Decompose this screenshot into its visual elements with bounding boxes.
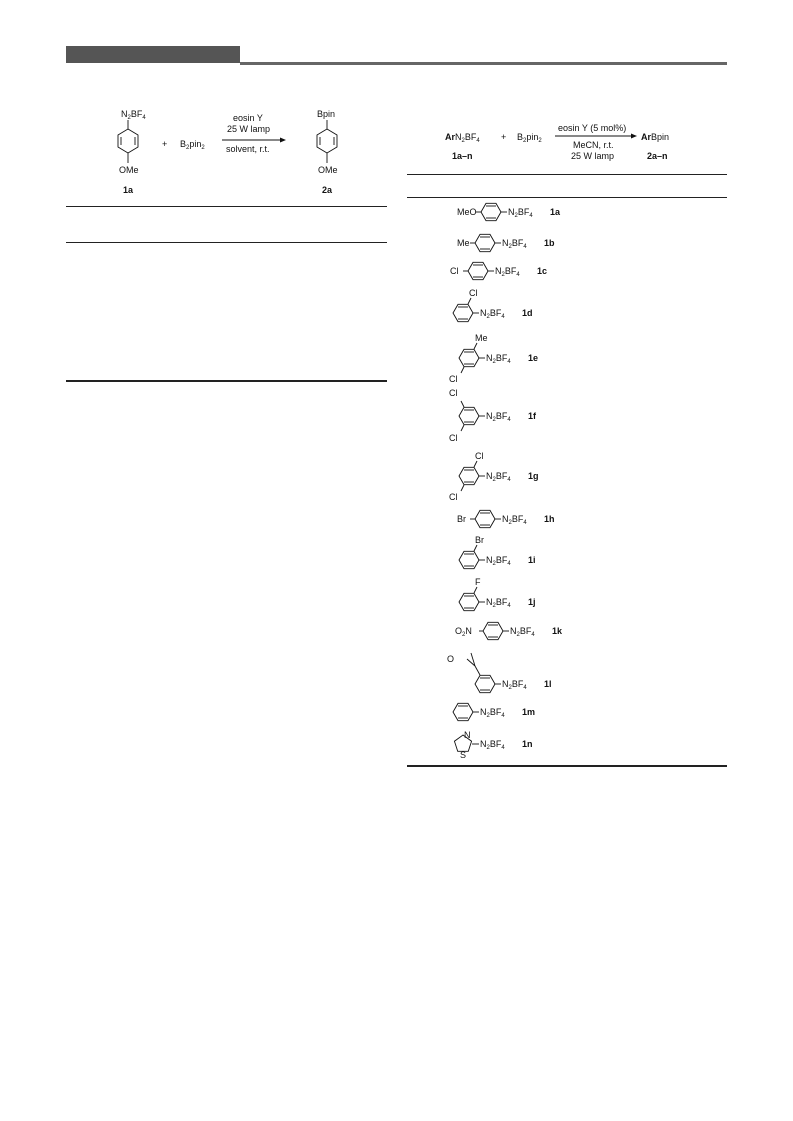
substrate-table <box>407 198 727 765</box>
n2bf4-1e: $N_2BF_4$ <box>486 353 511 365</box>
sub-1f-a: Cl <box>449 388 458 398</box>
table2-rule-top <box>407 174 727 175</box>
n2bf4-1c: $N_2BF_4$ <box>495 266 520 278</box>
header-rule <box>240 62 727 65</box>
n2bf4-1j: $N_2BF_4$ <box>486 597 511 609</box>
sub-1n-S: S <box>460 750 467 760</box>
substrate-row-1h <box>457 510 555 527</box>
label-1h: 1h <box>544 514 555 524</box>
s2-label-left: 1a–n <box>452 151 473 161</box>
s2-label-right: 2a–n <box>647 151 668 161</box>
substrate-row-1e <box>449 333 538 384</box>
s1-reactant-bottom: OMe <box>119 165 139 175</box>
s1-cond-bottom: solvent, r.t. <box>226 144 270 154</box>
n2bf4-1f: $N_2BF_4$ <box>486 411 511 423</box>
n2bf4-1i: $N_2BF_4$ <box>486 555 511 567</box>
n2bf4-1k: $N_2BF_4$ <box>510 626 535 638</box>
label-1f: 1f <box>528 411 537 421</box>
label-1b: 1b <box>544 238 555 248</box>
n2bf4-1d: $N_2BF_4$ <box>480 308 505 320</box>
label-1a: 1a <box>550 207 561 217</box>
s1-product-label: 2a <box>322 185 333 195</box>
sub-1b: Me <box>457 238 470 248</box>
sub-1i: Br <box>475 535 484 545</box>
s1-cond-top1: eosin Y <box>233 113 263 123</box>
substrate-row-1j <box>459 577 536 611</box>
label-1j: 1j <box>528 597 536 607</box>
substrate-row-1n <box>454 730 532 760</box>
n2bf4-1a: $N_2BF_4$ <box>508 207 533 219</box>
sub-1a: MeO <box>457 207 477 217</box>
table1-rule-bottom <box>66 380 387 382</box>
s2-reactant: $ArN_2BF_4$ <box>445 132 480 144</box>
s1-product-top: Bpin <box>317 109 336 119</box>
label-1g: 1g <box>528 471 539 481</box>
substrate-row-1d <box>453 288 533 322</box>
label-1l: 1l <box>544 679 552 689</box>
sub-1f-b: Cl <box>449 433 458 443</box>
sub-1h: Br <box>457 514 466 524</box>
n2bf4-1n: $N_2BF_4$ <box>480 739 505 751</box>
label-1d: 1d <box>522 308 533 318</box>
n2bf4-1g: $N_2BF_4$ <box>486 471 511 483</box>
substrate-row-1g <box>449 451 539 502</box>
label-1k: 1k <box>552 626 563 636</box>
substrate-row-1f <box>449 388 537 443</box>
label-1e: 1e <box>528 353 539 363</box>
substrate-row-1m <box>453 703 535 720</box>
scheme-2 <box>445 118 715 166</box>
substrate-row-1k <box>455 622 563 639</box>
sub-1c: Cl <box>450 266 459 276</box>
n2bf4-1h: $N_2BF_4$ <box>502 514 527 526</box>
s2-plus: + <box>501 132 507 142</box>
sub-1e-a: Me <box>475 333 488 343</box>
header-bar <box>66 46 240 63</box>
s2-cond-bot2: 25 W lamp <box>571 151 615 161</box>
s2-reagent: $B_2pin_2$ <box>517 132 542 144</box>
n2bf4-1b: $N_2BF_4$ <box>502 238 527 250</box>
s1-product-bottom: OMe <box>318 165 338 175</box>
scheme-1 <box>100 105 360 200</box>
s1-plus: + <box>162 139 168 149</box>
s2-product: ArBpin <box>641 132 670 142</box>
table2-rule-bottom <box>407 765 727 767</box>
substrate-row-1c <box>450 262 547 279</box>
sub-1k: $O_2N$ <box>455 626 472 638</box>
table1-rule-mid <box>66 242 387 243</box>
s1-reactant-top: $N_2BF_4$ <box>121 109 146 121</box>
s1-cond-top2: 25 W lamp <box>227 124 271 134</box>
label-1c: 1c <box>537 266 548 276</box>
substrate-row-1l <box>447 653 552 693</box>
sub-1g-b: Cl <box>449 492 458 502</box>
s1-reagent: $B_2pin_2$ <box>180 139 205 151</box>
substrate-row-1i <box>459 535 536 569</box>
s2-cond-top: eosin Y (5 mol%) <box>558 123 627 133</box>
sub-1n-N: N <box>464 730 471 740</box>
sub-1l: O <box>447 654 455 664</box>
label-1n: 1n <box>522 739 533 749</box>
sub-1e-b: Cl <box>449 374 458 384</box>
substrate-row-1a <box>457 203 561 220</box>
label-1m: 1m <box>522 707 536 717</box>
n2bf4-1l: $N_2BF_4$ <box>502 679 527 691</box>
s1-reactant-label: 1a <box>123 185 134 195</box>
table1-rule-top <box>66 206 387 207</box>
sub-1g-a: Cl <box>475 451 484 461</box>
s2-cond-bot1: MeCN, r.t. <box>573 140 614 150</box>
sub-1d: Cl <box>469 288 478 298</box>
n2bf4-1m: $N_2BF_4$ <box>480 707 505 719</box>
substrate-row-1b <box>457 234 555 251</box>
label-1i: 1i <box>528 555 536 565</box>
sub-1j: F <box>475 577 481 587</box>
